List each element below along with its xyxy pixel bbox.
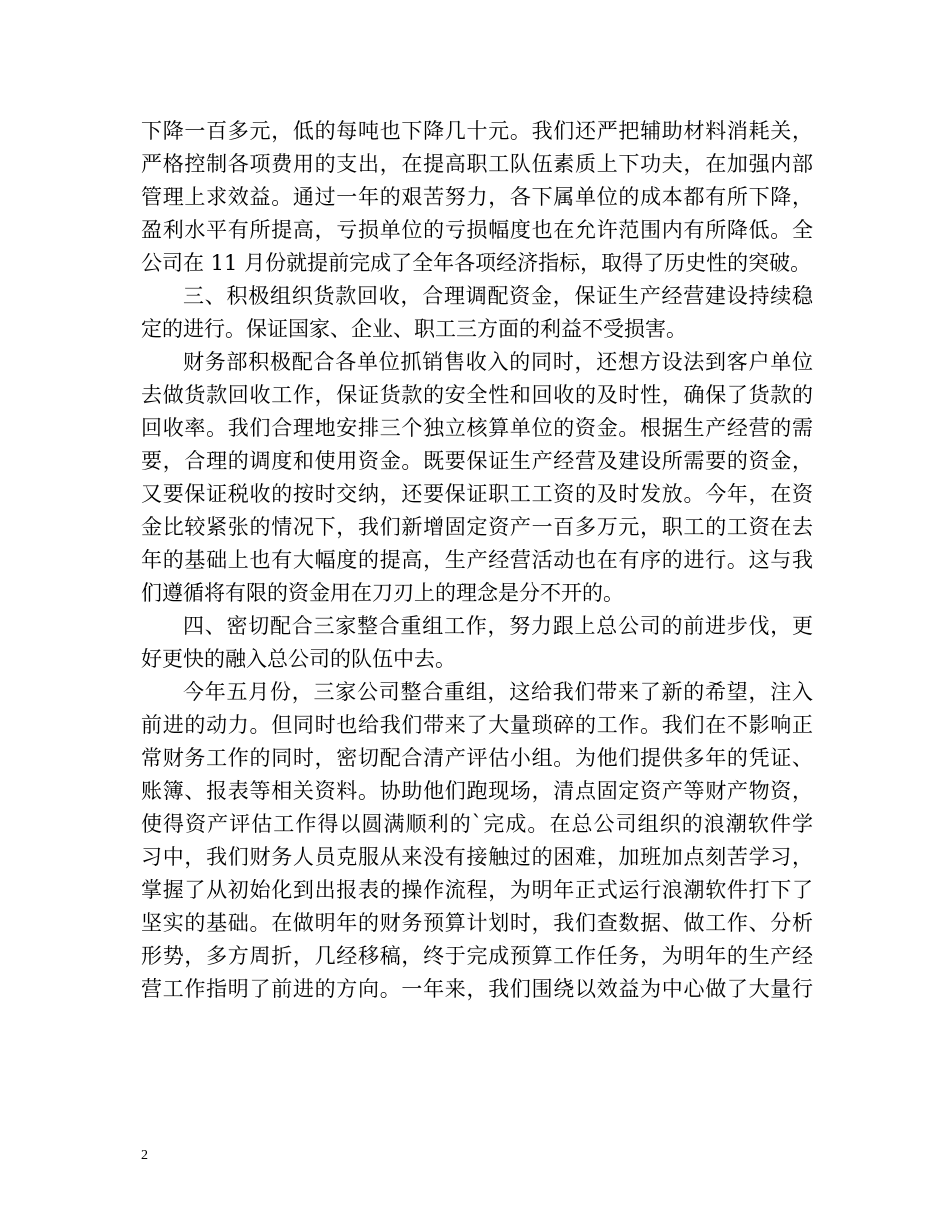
body-text [141,115,813,1006]
text-line: 严格控制各项费用的支出，在提高职工队伍素质上下功夫，在加强内部 [141,152,813,176]
text-line: 今年五月份，三家公司整合重组，这给我们带来了新的希望，注入 [183,680,813,704]
text-line: 形势，多方周折，几经移稿，终于完成预算工作任务，为明年的生产经 [141,944,813,968]
text-line: 又要保证税收的按时交纳，还要保证职工工资的及时发放。今年，在资 [141,482,813,506]
text-line: 四、密切配合三家整合重组工作，努力跟上总公司的前进步伐，更 [183,614,813,638]
text-line: 金比较紧张的情况下，我们新增固定资产一百多万元，职工的工资在去 [141,515,813,539]
text-line: 习中，我们财务人员克服从来没有接触过的困难，加班加点刻苦学习， [141,845,813,869]
text-line: 年的基础上也有大幅度的提高，生产经营活动也在有序的进行。这与我 [141,548,813,572]
text-line: 前进的动力。但同时也给我们带来了大量琐碎的工作。我们在不影响正 [141,713,813,737]
text-line: 好更快的融入总公司的队伍中去。 [141,647,456,671]
text-line: 营工作指明了前进的方向。一年来，我们围绕以效益为中心做了大量行 [141,977,813,1001]
text-line: 公司在 11 月份就提前完成了全年各项经济指标，取得了历史性的突破。 [141,251,812,275]
text-line: 下降一百多元，低的每吨也下降几十元。我们还严把辅助材料消耗关， [141,119,813,143]
text-line: 盈利水平有所提高，亏损单位的亏损幅度也在允许范围内有所降低。全 [141,218,813,242]
text-line: 账簿、报表等相关资料。协助他们跑现场，清点固定资产等财产物资， [141,779,813,803]
text-line: 去做货款回收工作，保证货款的安全性和回收的及时性，确保了货款的 [141,383,813,407]
text-line: 坚实的基础。在做明年的财务预算计划时，我们查数据、做工作、分析 [141,911,813,935]
text-line: 使得资产评估工作得以圆满顺利的`完成。在总公司组织的浪潮软件学 [141,812,813,836]
text-line: 常财务工作的同时，密切配合清产评估小组。为他们提供多年的凭证、 [141,746,813,770]
text-line: 财务部积极配合各单位抓销售收入的同时，还想方设法到客户单位 [183,350,813,374]
page-number: 2 [141,1148,148,1163]
text-line: 们遵循将有限的资金用在刀刃上的理念是分不开的。 [141,581,624,605]
text-line: 回收率。我们合理地安排三个独立核算单位的资金。根据生产经营的需 [141,416,813,440]
text-line: 三、积极组织货款回收，合理调配资金，保证生产经营建设持续稳 [183,284,813,308]
text-line: 掌握了从初始化到出报表的操作流程，为明年正式运行浪潮软件打下了 [141,878,813,902]
text-line: 管理上求效益。通过一年的艰苦努力，各下属单位的成本都有所下降， [141,185,813,209]
text-line: 定的进行。保证国家、企业、职工三方面的利益不受损害。 [141,317,687,341]
text-line: 要，合理的调度和使用资金。既要保证生产经营及建设所需要的资金， [141,449,813,473]
